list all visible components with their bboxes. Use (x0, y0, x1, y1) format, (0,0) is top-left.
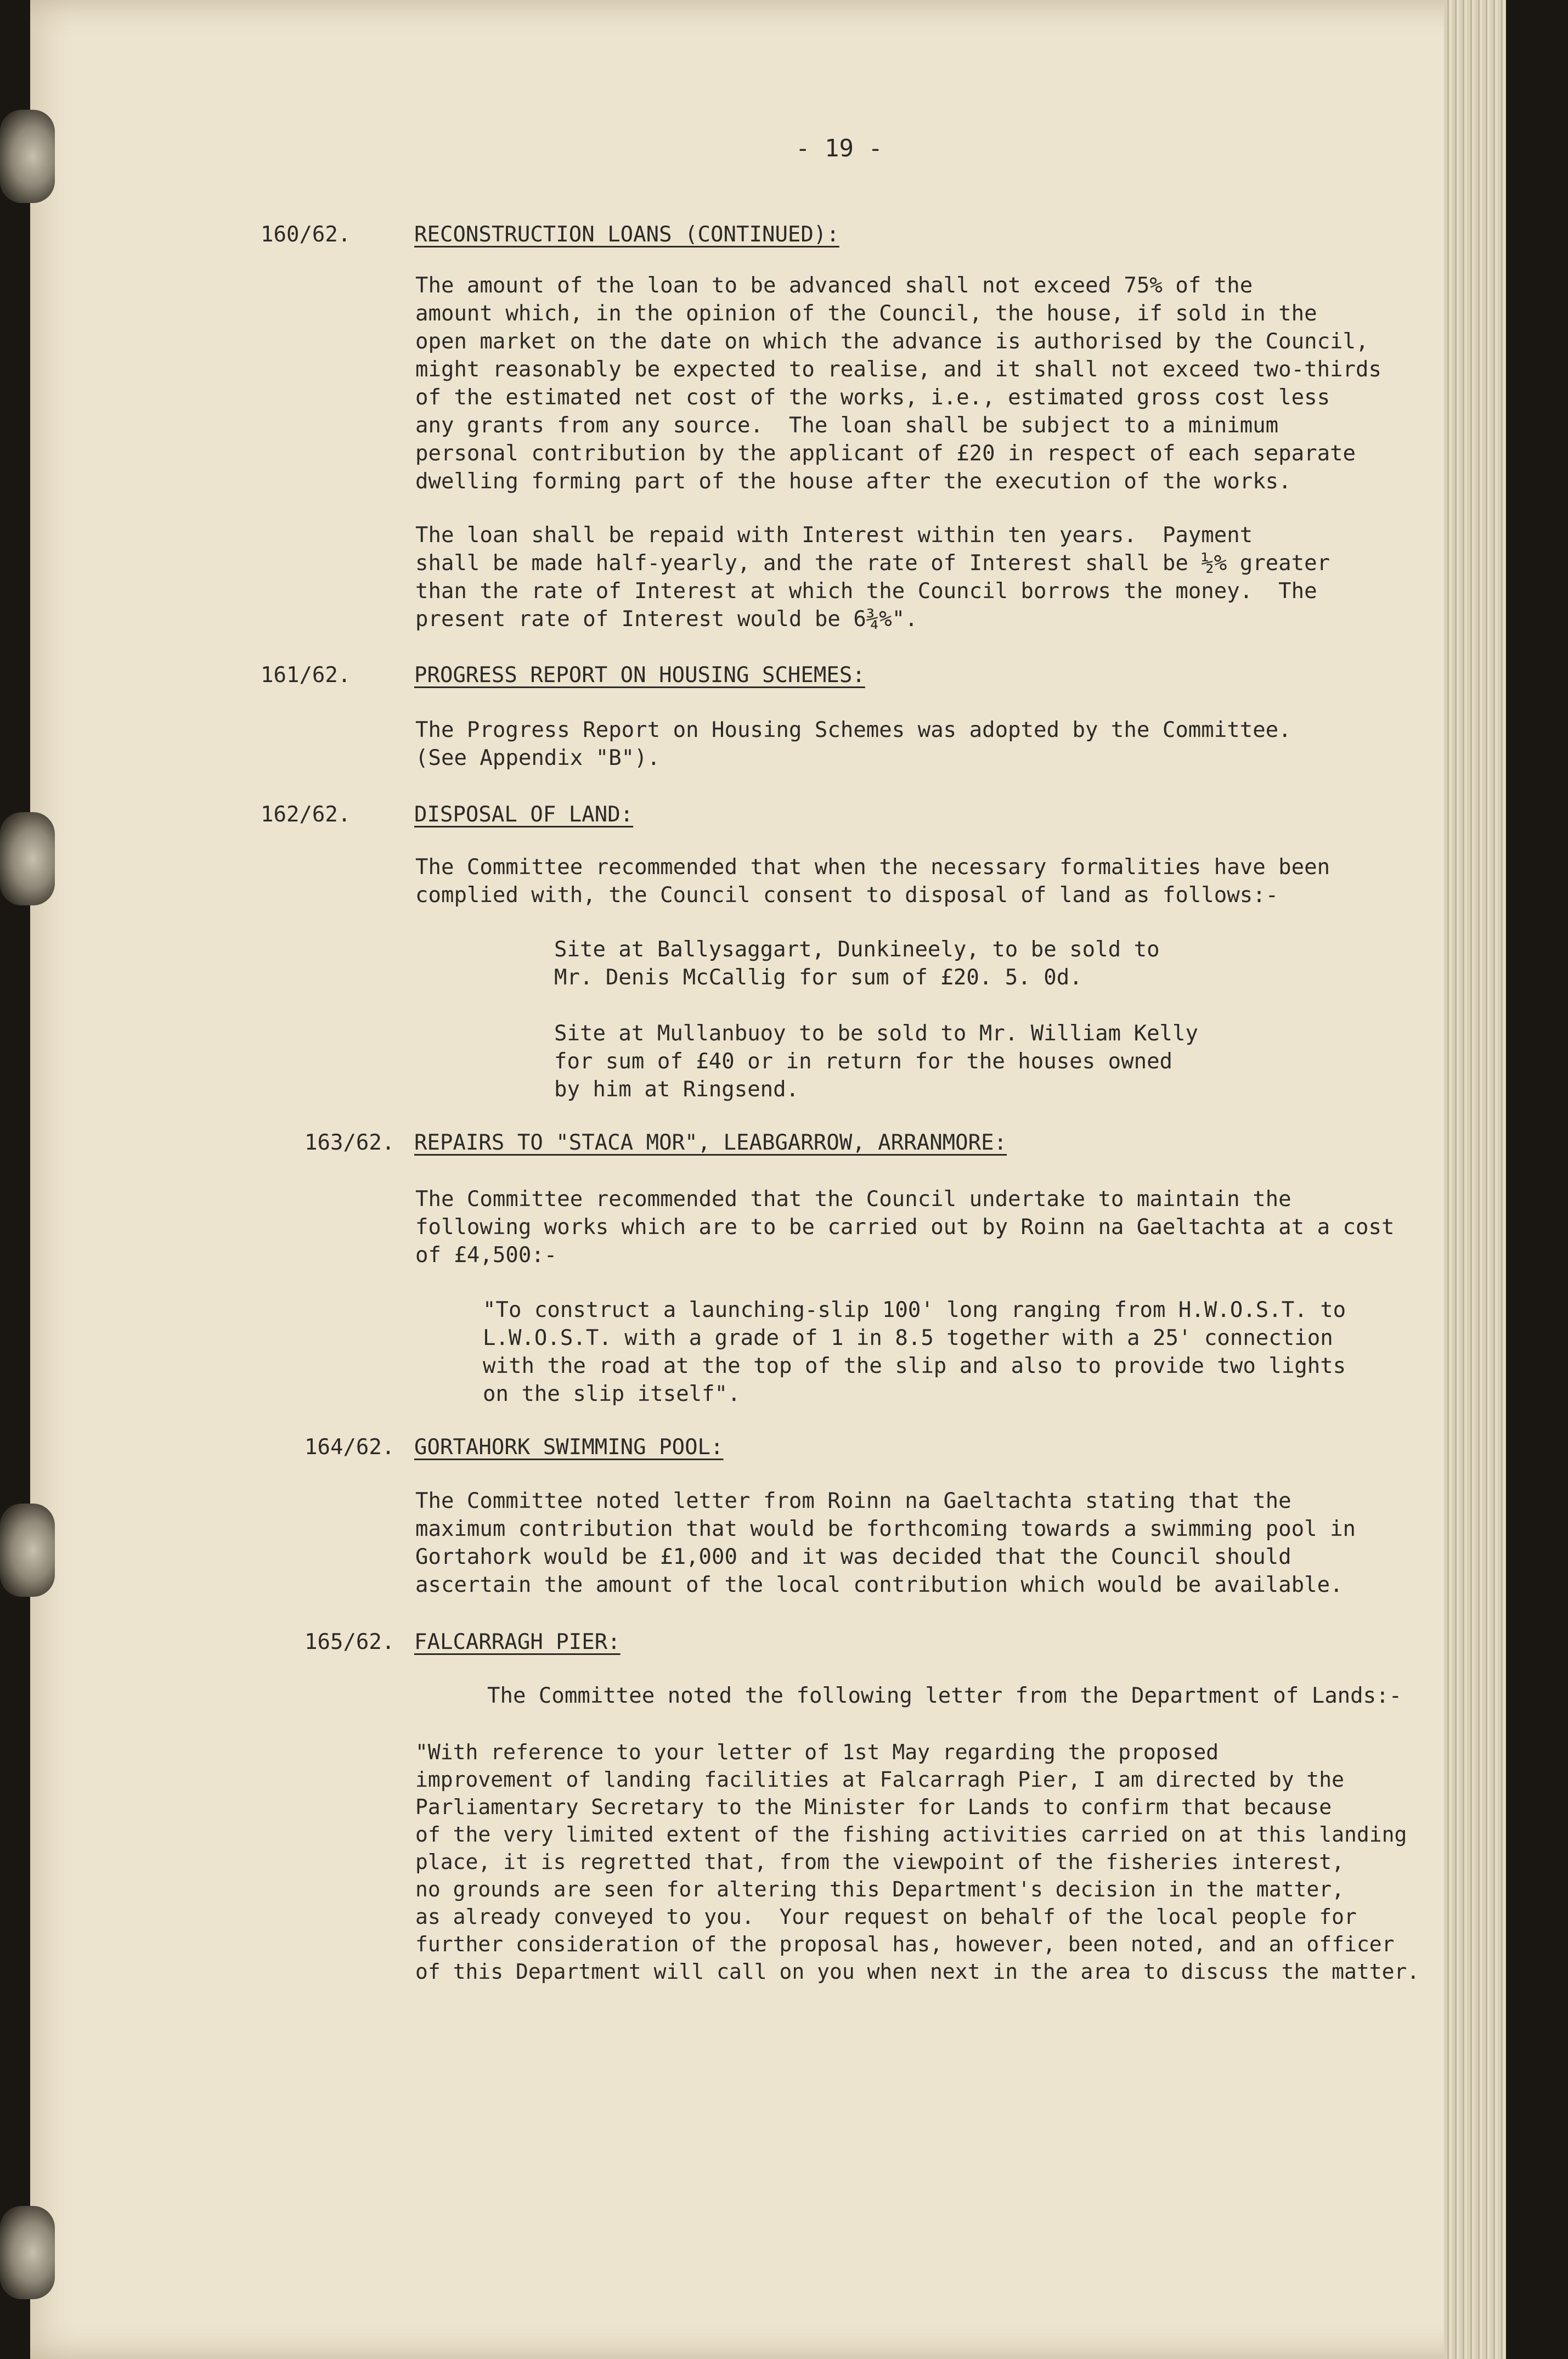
minute-number: 161/62. (261, 663, 351, 688)
minute-heading: FALCARRAGH PIER: (414, 1630, 621, 1654)
minute-number: 163/62. (304, 1130, 395, 1155)
minute-heading: DISPOSAL OF LAND: (414, 802, 634, 827)
minute-number: 162/62. (261, 802, 351, 827)
minute-paragraph: The Progress Report on Housing Schemes was adopted by the Committee. (See Appendix "B"). (415, 718, 1291, 770)
minute-paragraph: The Committee noted the following letter from the Department of Lands:- (487, 1684, 1402, 1708)
page-stack-edge (1444, 0, 1506, 2359)
minute-heading: PROGRESS REPORT ON HOUSING SCHEMES: (414, 663, 865, 688)
minute-paragraph: The Committee recommended that the Council undertake to maintain the following works which are to be carried out by Roinn na Gaeltachta at a cost of £4,500:- (415, 1187, 1395, 1268)
minute-paragraph: The Committee recommended that when the necessary formalities have been complied with, the Council consent to disposal of land as follows:- (415, 855, 1330, 908)
binder-ring-2 (0, 812, 55, 905)
minute-paragraph: "With reference to your letter of 1st May regarding the proposed improvement of landing facilities at Falcarragh Pier, I am directed by the Parliamentary Secretary to the Minister for Lands to confirm that because of the very limited extent of the fishing activities carried on at this landing place, it is regretted that, from the viewpoint of the fisheries interest, no grounds are seen for altering this Department's decision in the matter, as already conveyed to you. Your request on behalf of the local people for further consideration of the proposal has, however, been noted, and an officer of this Department will call on you when next in the area to discuss the matter. (415, 1740, 1420, 1984)
minute-paragraph: The amount of the loan to be advanced shall not exceed 75% of the amount which, in the opinion of the Council, the house, if sold in the open market on the date on which the advance is authorised by the Council, might reasonably be expected to realise, and it shall not exceed two-thirds of the estimated net cost of the works, i.e., estimated gross cost less any grants from any source. The loan shall be subject to a minimum personal contribution by the applicant of £20 in respect of each separate dwelling forming part of the house after the execution of the works. (415, 273, 1381, 494)
minute-heading: GORTAHORK SWIMMING POOL: (414, 1435, 724, 1460)
binder-ring-1 (0, 110, 55, 203)
minute-number: 164/62. (304, 1435, 395, 1460)
binder-ring-4 (0, 2206, 55, 2299)
minute-number: 160/62. (261, 222, 351, 247)
minute-paragraph: Site at Mullanbuoy to be sold to Mr. William Kelly for sum of £40 or in return for the houses owned by him at Ringsend. (554, 1021, 1198, 1102)
minute-paragraph: The Committee noted letter from Roinn na Gaeltachta stating that the maximum contribution that would be forthcoming towards a swimming pool in Gortahork would be £1,000 and it was decided that the Council should ascertain the amount of the local contribution which would be available. (415, 1489, 1356, 1597)
minute-heading: REPAIRS TO "STACA MOR", LEABGARROW, ARRANMORE: (414, 1130, 1007, 1155)
minute-paragraph: "To construct a launching-slip 100' long ranging from H.W.O.S.T. to L.W.O.S.T. with a grade of 1 in 8.5 together with a 25' connection with the road at the top of the slip and also to provide two lights on the slip itself". (483, 1298, 1346, 1406)
page-number: - 19 - (796, 134, 883, 162)
minute-paragraph: The loan shall be repaid with Interest within ten years. Payment shall be made half-yearly, and the rate of Interest shall be ½% greater than the rate of Interest at which the Council borrows the money. The present rate of Interest would be 6¾%". (415, 523, 1330, 632)
binder-ring-3 (0, 1504, 55, 1597)
minute-heading: RECONSTRUCTION LOANS (CONTINUED): (414, 222, 839, 247)
minute-paragraph: Site at Ballysaggart, Dunkineely, to be sold to Mr. Denis McCallig for sum of £20. 5. 0d. (554, 937, 1160, 990)
minute-number: 165/62. (304, 1630, 395, 1654)
